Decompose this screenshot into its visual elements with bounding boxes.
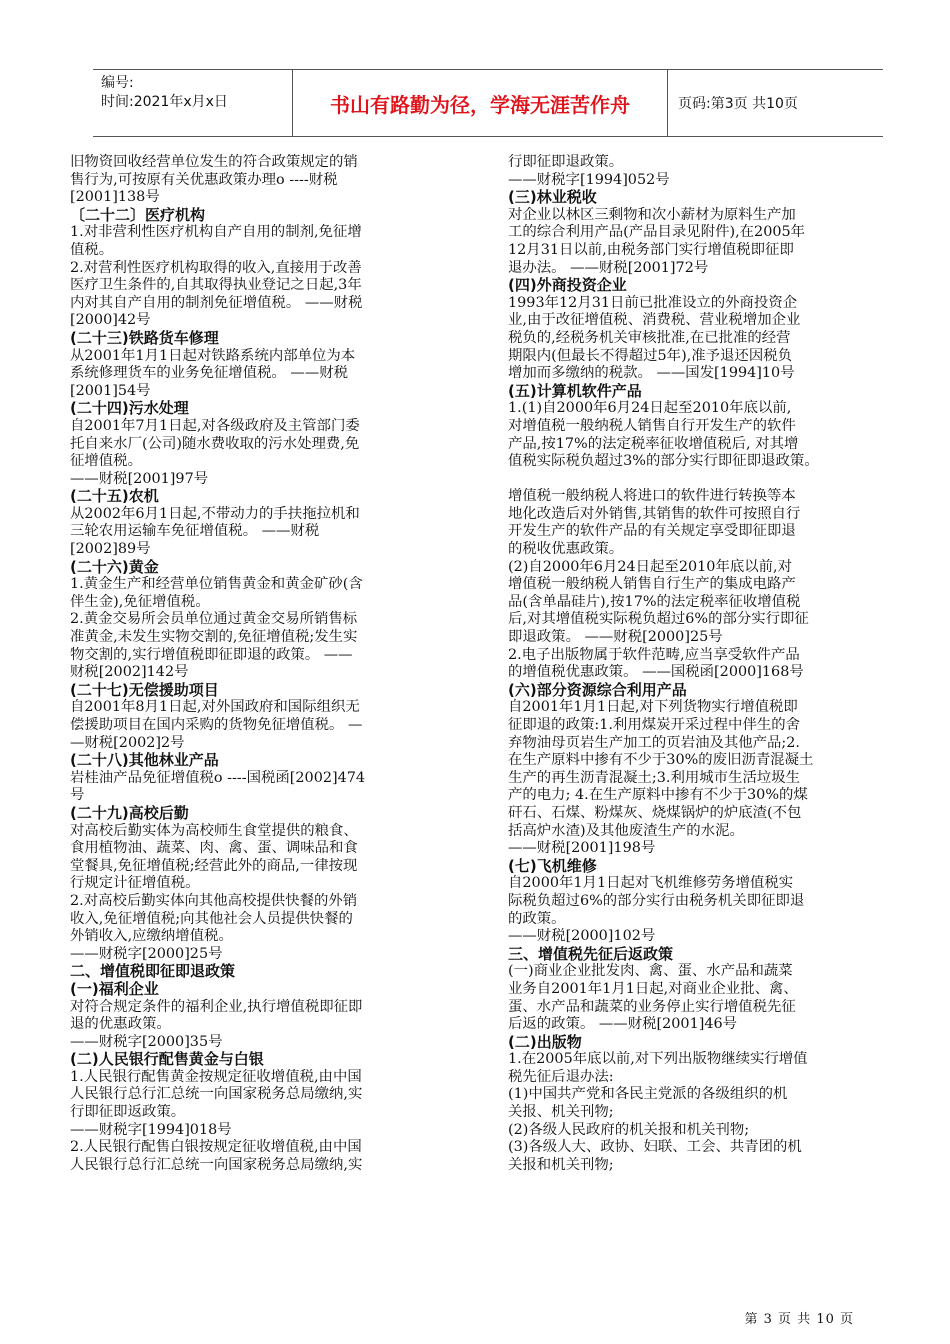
text-line: ——财税字[1994]018号 [70,1121,232,1138]
section-heading: (二十九)高校后勤 [70,803,189,822]
section-heading: (四)外商投资企业 [508,276,627,295]
text-line: 2.对高校后勤实体向其他高校提供快餐的外销 [70,892,358,909]
text-line: 生产的再生沥青混凝土;3.利用城市生活垃圾生 [508,769,801,786]
text-line: 增值税一般纳税人将进口的软件进行转换等本 [508,488,796,505]
text-line: [2002]89号 [70,541,151,558]
text-line: 托自来水厂(公司)随水费收取的污水处理费,免 [70,435,360,452]
text-line: 2.对营利性医疗机构取得的收入,直接用于改善 [70,259,362,276]
section-heading: (二十五)农机 [70,487,159,506]
number-label: 编号: [101,75,134,91]
text-line: 内对其自产自用的制剂免征增值税。 ——财税 [70,294,363,311]
left-column [70,154,470,1174]
text-line: 后,对其增值税实际税负超过6%的部分实行即征 [508,611,809,628]
text-line: 人民银行总行汇总统一向国家税务总局缴纳,实 [70,1086,363,1103]
text-line: 1.对非营利性医疗机构自产自用的制剂,免征增 [70,224,362,241]
text-line: 征即退的政策:1.利用煤炭开采过程中伴生的舍 [508,717,801,733]
text-line: 后返的政策。 ——财税[2001]46号 [508,1016,738,1033]
text-line: 的税收优惠政策。 [508,541,624,558]
text-line: 行即征即退政策。 [508,154,624,170]
text-line: [2001]138号 [70,189,160,206]
text-line: 从2002年6月1日起,不带动力的手扶拖拉机和 [70,505,360,522]
text-line: 食用植物油、蔬菜、肉、禽、蛋、调味品和食 [70,840,358,857]
text-line: 外销收入,应缴纳增值税。 [70,928,233,945]
text-line: [2001]54号 [70,382,151,399]
text-line: (一)商业企业批发肉、禽、蛋、水产品和蔬菜 [508,963,793,980]
section-heading: 三、增值税先征后返政策 [508,944,674,963]
text-line: 财税[2002]142号 [70,664,189,681]
text-line: 即退政策。 ——财税[2000]25号 [508,629,723,646]
text-line: 蛋、水产品和蔬菜的业务停止实行增值税先征 [508,998,796,1015]
text-line: 伴生金),免征增值税。 [70,593,210,610]
text-line: 对增值税一般纳税人销售自行开发生产的软件 [508,417,796,434]
text-line: 系统修理货车的业务免征增值税。 ——财税 [70,365,348,382]
text-line: 三轮农用运输车免征增值税。 ——财税 [70,523,320,540]
text-line: (2)自2000年6月24日起至2010年底以前,对 [508,558,792,575]
text-line: 值税。 [70,241,114,258]
text-line: 医疗卫生条件的,自其取得执业登记之日起,3年 [70,277,362,294]
page-footer: 第 3 页 共 10 页 [744,1312,854,1327]
text-line: 增值税一般纳税人销售自行生产的集成电路产 [508,576,796,593]
text-line: 弃物油母页岩生产加工的页岩油及其他产品;2. [508,734,801,751]
section-heading: (三)林业税收 [508,188,597,207]
header-motto: 书山有路勤为径，学海无涯苦作舟 [293,70,668,136]
text-line: 产品,按17%的法定税率征收增值税后, 对其增 [508,435,799,452]
text-line: 从2001年1月1日起对铁路系统内部单位为本 [70,347,356,364]
text-line: 括高炉水渣)及其他废渣生产的水泥。 [508,822,744,839]
text-line: 行即征即返政策。 [70,1104,186,1121]
section-heading: (二)出版物 [508,1032,582,1051]
text-line: ——财税字[2000]35号 [70,1033,223,1050]
text-line: 关报和机关刊物; [508,1156,614,1173]
time-label: 时间:2021年x月x日 [101,94,228,110]
section-heading: (二十四)污水处理 [70,399,189,418]
text-line: (1)中国共产党和各民主党派的各级组织的机 [508,1086,788,1103]
text-line: 关报、机关刊物; [508,1104,614,1121]
section-heading: 二、增值税即征即退政策 [70,962,236,981]
section-heading: (二十三)铁路货车修理 [70,328,219,347]
text-line: ——财税字[1994]052号 [508,171,670,188]
text-line: 售行为,可按原有关优惠政策办理o ----财税 [70,171,338,188]
section-heading: (二)人民银行配售黄金与白银 [70,1050,264,1069]
page-header [93,69,883,137]
text-line: (3)各级人大、政协、妇联、工会、共青团的机 [508,1139,802,1156]
text-line: 业务自2001年1月1日起,对商业企业批、禽、 [508,980,798,997]
text-line: 1.在2005年底以前,对下列出版物继续实行增值 [508,1051,808,1068]
blank-line [508,471,908,489]
header-info [93,70,293,136]
text-line: 税先征后退办法: [508,1068,614,1085]
text-line: 工的综合利用产品(产品目录见附件),在2005年 [508,224,806,241]
text-line: 2.黄金交易所会员单位通过黄金交易所销售标 [70,611,358,628]
text-line: 行规定计征增值税。 [70,875,200,892]
text-line: 产的电力; 4.在生产原料中掺有不少于30%的煤 [508,787,808,804]
right-column [508,154,908,1174]
section-heading: (二十六)黄金 [70,557,159,576]
text-line: ——财税字[2000]25号 [70,945,223,962]
text-line: 增加而多缴纳的税款。 ——国发[1994]10号 [508,365,795,382]
text-line: 物交割的,实行增值税即征即退的政策。 —— [70,646,353,663]
text-line: 征增值税。 [70,453,142,470]
text-line: 号 [70,787,85,804]
text-line: 1993年12月31日前已批准设立的外商投资企 [508,294,798,311]
text-line: 自2001年1月1日起,对下列货物实行增值税即 [508,699,798,716]
text-line: 岩桂油产品免征增值税o ----国税函[2002]474 [70,769,366,786]
section-heading: (六)部分资源综合利用产品 [508,680,687,699]
text-line: ——财税[2001]97号 [70,470,209,487]
text-line: 堂餐具,免征增值税;经营此外的商品,一律按现 [70,857,358,874]
text-line: 1.黄金生产和经营单位销售黄金和黄金矿砂(含 [70,576,363,593]
text-line: 收入,免征增值税;向其他社会人员提供快餐的 [70,910,353,927]
text-line: 自2000年1月1日起对飞机维修劳务增值税实 [508,875,794,892]
text-line: (2)各级人民政府的机关报和机关刊物; [508,1121,750,1138]
text-line: 期限内(但最长不得超过5年),准予退还因税负 [508,347,792,364]
text-line: ——财税[2000]102号 [508,928,656,945]
text-line: [2000]42号 [70,312,151,329]
text-line: 1.(1)自2000年6月24日起至2010年底以前, [508,400,792,417]
text-line: 值税实际税负超过3%的部分实行即征即退政策。 [508,453,819,470]
text-line: 人民银行总行汇总统一向国家税务总局缴纳,实 [70,1156,363,1173]
text-line: 的政策。 [508,910,566,927]
text-line: 12月31日以前,由税务部门实行增值税即征即 [508,241,794,258]
text-line: 自2001年8月1日起,对外国政府和国际组织无 [70,699,360,716]
section-heading: (二十七)无偿援助项目 [70,680,219,699]
section-heading: 〔二十二〕医疗机构 [70,205,206,224]
text-line: 1.人民银行配售黄金按规定征收增值税,由中国 [70,1068,362,1085]
text-line: 准黄金,未发生实物交割的,免征增值税;发生实 [70,629,358,646]
text-line: 退的优惠政策。 [70,1016,171,1033]
text-line: ——财税[2001]198号 [508,840,656,857]
text-line: 退办法。 ——财税[2001]72号 [508,259,709,276]
section-heading: (二十八)其他林业产品 [70,751,219,770]
text-line: 的增值税优惠政策。 ——国税函[2000]168号 [508,664,804,681]
text-line: 矸石、石煤、粉煤灰、烧煤锅炉的炉底渣(不包 [508,804,802,821]
text-line: 2.电子出版物属于软件范畴,应当享受软件产品 [508,646,800,663]
section-heading: (七)飞机维修 [508,856,597,875]
header-page-info: 页码:第3页 共10页 [678,96,798,112]
text-line: 对高校后勤实体为高校师生食堂提供的粮食、 [70,822,358,839]
text-line: 地化改造后对外销售,其销售的软件可按照自行 [508,505,801,522]
text-line: 业,由于改征增值税、消费税、营业税增加企业 [508,312,801,329]
section-heading: (一)福利企业 [70,979,159,998]
text-line: 偿援助项目在国内采购的货物免征增值税。 — [70,717,363,733]
text-line: 对符合规定条件的福利企业,执行增值税即征即 [70,998,363,1015]
text-line: 际税负超过6%的部分实行由税务机关即征即退 [508,892,805,909]
text-line: —财税[2002]2号 [70,734,185,751]
text-line: 自2001年7月1日起,对各级政府及主管部门委 [70,417,360,434]
text-line: 在生产原料中掺有不少于30%的废旧沥青混凝土 [508,752,814,769]
text-line: 对企业以林区三剩物和次小薪材为原料生产加 [508,206,796,223]
text-line: 旧物资回收经营单位发生的符合政策规定的销 [70,154,358,170]
text-line: 品(含单晶硅片),按17%的法定税率征收增值税 [508,593,801,610]
text-line: 开发生产的软件产品的有关规定享受即征即退 [508,523,796,540]
text-line: 2.人民银行配售白银按规定征收增值税,由中国 [70,1139,362,1156]
section-heading: (五)计算机软件产品 [508,381,642,400]
text-line: 税负的,经税务机关审核批准,在已批准的经营 [508,329,791,346]
